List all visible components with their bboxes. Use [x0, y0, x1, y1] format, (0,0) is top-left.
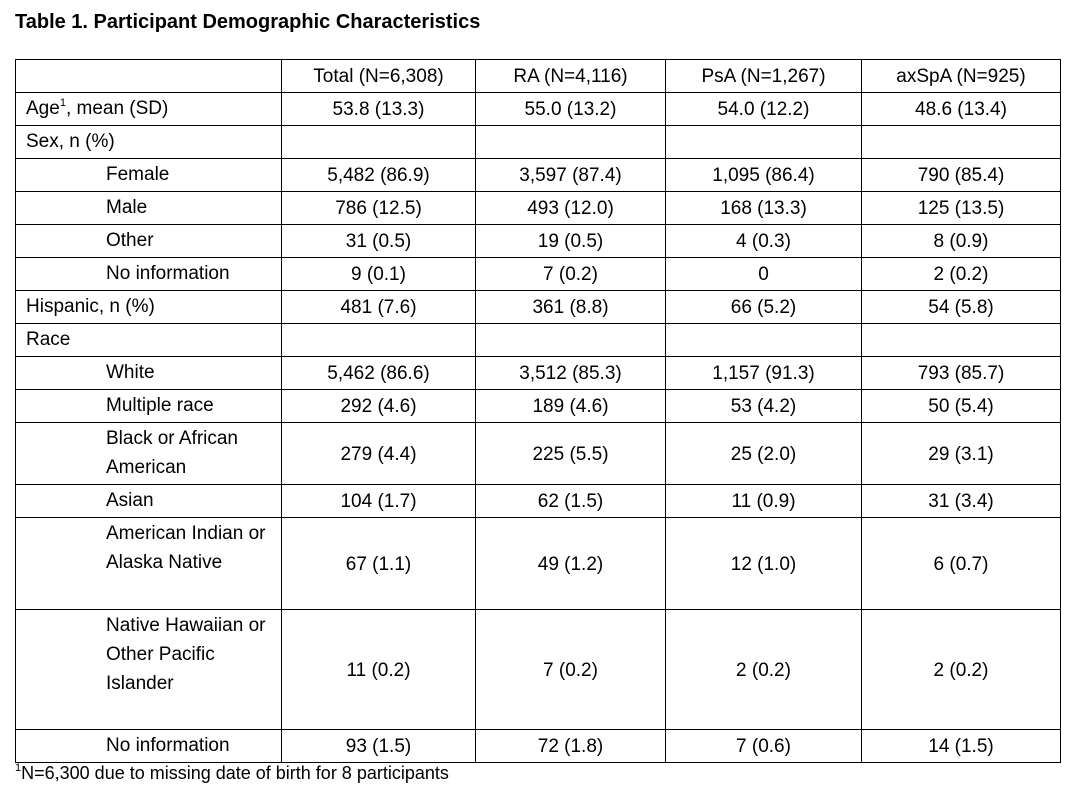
table-cell: 225 (5.5)	[476, 423, 666, 485]
footnote-text: N=6,300 due to missing date of birth for 8 participants	[21, 763, 449, 783]
table-cell: 2 (0.2)	[666, 610, 862, 730]
table-cell: 5,462 (86.6)	[282, 357, 476, 390]
table-cell: 2 (0.2)	[862, 258, 1061, 291]
table-cell: 168 (13.3)	[666, 192, 862, 225]
table-cell: 2 (0.2)	[862, 610, 1061, 730]
table-row	[16, 291, 1061, 324]
table-row	[16, 258, 1061, 291]
table-cell: 11 (0.9)	[666, 485, 862, 518]
table-cell: 7 (0.2)	[476, 258, 666, 291]
table-cell: 189 (4.6)	[476, 390, 666, 423]
table-cell	[666, 126, 862, 159]
row-label	[16, 93, 282, 126]
header-cell: PsA (N=1,267)	[666, 60, 862, 93]
table-cell: 481 (7.6)	[282, 291, 476, 324]
table-cell: 279 (4.4)	[282, 423, 476, 485]
table-title: Table 1. Participant Demographic Characteristics	[15, 11, 481, 33]
table-cell: 790 (85.4)	[862, 159, 1061, 192]
table-row	[16, 423, 1061, 485]
section-label: Race	[16, 324, 282, 357]
table-cell: 7 (0.2)	[476, 610, 666, 730]
table-row	[16, 225, 1061, 258]
section-label: Sex, n (%)	[16, 126, 282, 159]
table-cell: 53.8 (13.3)	[282, 93, 476, 126]
table-cell: 3,512 (85.3)	[476, 357, 666, 390]
table-row	[16, 357, 1061, 390]
table-row	[16, 485, 1061, 518]
table-cell	[862, 126, 1061, 159]
table-cell	[282, 324, 476, 357]
table-cell: 4 (0.3)	[666, 225, 862, 258]
table-cell	[476, 324, 666, 357]
age-label: Age	[26, 98, 60, 119]
table-row	[16, 159, 1061, 192]
table-cell: 50 (5.4)	[862, 390, 1061, 423]
table-cell: 493 (12.0)	[476, 192, 666, 225]
row-label: Multiple race	[16, 390, 282, 423]
header-cell: axSpA (N=925)	[862, 60, 1061, 93]
table-row	[16, 518, 1061, 610]
table-cell: 3,597 (87.4)	[476, 159, 666, 192]
row-label: No information	[16, 258, 282, 291]
table-row	[16, 610, 1061, 730]
row-label: White	[16, 357, 282, 390]
header-cell	[16, 60, 282, 93]
table-cell: 31 (0.5)	[282, 225, 476, 258]
row-label: Male	[16, 192, 282, 225]
table-cell: 1,157 (91.3)	[666, 357, 862, 390]
table-cell: 29 (3.1)	[862, 423, 1061, 485]
table-row	[16, 730, 1061, 763]
section-row	[16, 126, 1061, 159]
table-cell: 67 (1.1)	[282, 518, 476, 610]
row-label: Black or African American	[16, 423, 282, 485]
table-cell: 11 (0.2)	[282, 610, 476, 730]
row-label: American Indian or Alaska Native	[16, 518, 282, 610]
table-cell: 66 (5.2)	[666, 291, 862, 324]
table-cell	[862, 324, 1061, 357]
table-cell: 53 (4.2)	[666, 390, 862, 423]
demographics-table	[15, 59, 1061, 763]
row-label: Asian	[16, 485, 282, 518]
table-cell: 104 (1.7)	[282, 485, 476, 518]
table-cell: 5,482 (86.9)	[282, 159, 476, 192]
table-row	[16, 93, 1061, 126]
header-row	[16, 60, 1061, 93]
table-cell: 8 (0.9)	[862, 225, 1061, 258]
table-cell: 6 (0.7)	[862, 518, 1061, 610]
table-cell: 54 (5.8)	[862, 291, 1061, 324]
table-row	[16, 390, 1061, 423]
table-cell: 19 (0.5)	[476, 225, 666, 258]
table-row	[16, 192, 1061, 225]
table-cell: 93 (1.5)	[282, 730, 476, 763]
footnote-marker: 1	[59, 97, 66, 109]
table-cell: 9 (0.1)	[282, 258, 476, 291]
table-cell: 786 (12.5)	[282, 192, 476, 225]
table-cell: 125 (13.5)	[862, 192, 1061, 225]
footnote-marker: 1	[15, 762, 22, 774]
row-label: Hispanic, n (%)	[16, 291, 282, 324]
table-cell: 14 (1.5)	[862, 730, 1061, 763]
header-cell: Total (N=6,308)	[282, 60, 476, 93]
table-cell: 49 (1.2)	[476, 518, 666, 610]
table-cell: 62 (1.5)	[476, 485, 666, 518]
row-label: Female	[16, 159, 282, 192]
table-cell: 25 (2.0)	[666, 423, 862, 485]
header-cell: RA (N=4,116)	[476, 60, 666, 93]
table-cell: 31 (3.4)	[862, 485, 1061, 518]
table-cell: 793 (85.7)	[862, 357, 1061, 390]
row-label: No information	[16, 730, 282, 763]
section-row	[16, 324, 1061, 357]
table-cell: 7 (0.6)	[666, 730, 862, 763]
table-footnote	[15, 763, 449, 784]
table-cell: 48.6 (13.4)	[862, 93, 1061, 126]
table-cell: 361 (8.8)	[476, 291, 666, 324]
table-cell	[476, 126, 666, 159]
row-label: Other	[16, 225, 282, 258]
table-cell: 1,095 (86.4)	[666, 159, 862, 192]
table-cell	[282, 126, 476, 159]
row-label: Native Hawaiian or Other Pacific Islander	[16, 610, 282, 730]
table-cell	[666, 324, 862, 357]
table-cell: 55.0 (13.2)	[476, 93, 666, 126]
table-cell: 0	[666, 258, 862, 291]
table-cell: 54.0 (12.2)	[666, 93, 862, 126]
age-suffix: , mean (SD)	[65, 98, 169, 119]
table-cell: 292 (4.6)	[282, 390, 476, 423]
table-cell: 12 (1.0)	[666, 518, 862, 610]
table-cell: 72 (1.8)	[476, 730, 666, 763]
